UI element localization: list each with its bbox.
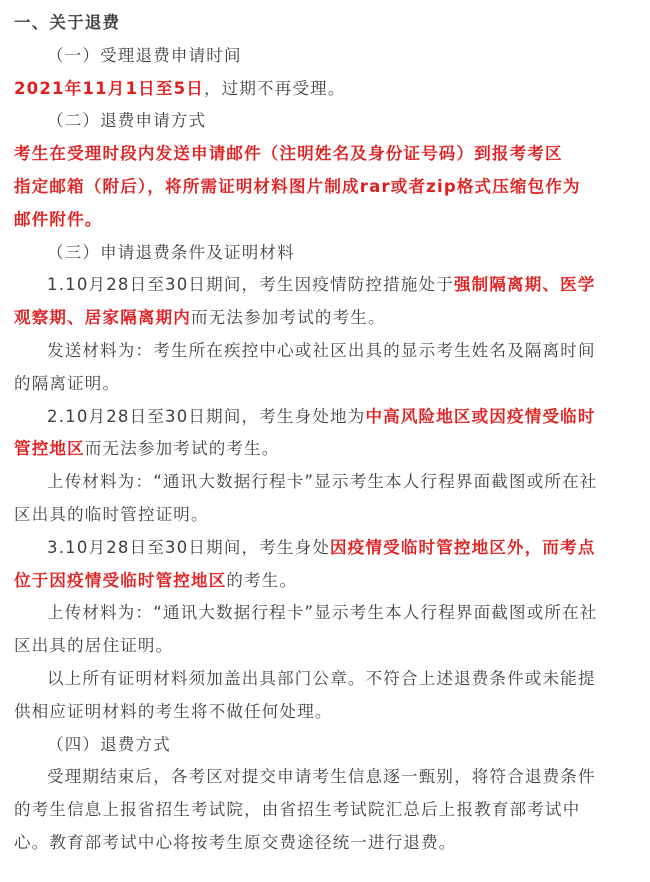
condition-3-text-cont: 的考生。 [226, 570, 298, 590]
condition-2-materials-line-1: 上传材料为：“通讯大数据行程卡”显示考生本人行程界面截图或所在社 [47, 472, 598, 492]
section-title: 一、关于退费 [14, 13, 121, 32]
method-line-3: 邮件附件。 [14, 209, 103, 229]
condition-3-highlight-cont: 位于因疫情受临时管控地区 [14, 570, 227, 590]
condition-2-highlight-cont: 管控地区 [14, 439, 85, 459]
method-line-1: 考生在受理时段内发送申请邮件（注明姓名及身份证号码）到报考考区 [14, 144, 563, 164]
condition-2-text-cont: 而无法参加考试的考生。 [84, 439, 280, 459]
condition-2-materials-line-2: 区出具的临时管控证明。 [14, 504, 209, 524]
condition-3-materials-line-2: 区出具的居住证明。 [14, 636, 174, 656]
condition-3-materials-line-1: 上传材料为：“通讯大数据行程卡”显示考生本人行程界面截图或所在社 [47, 603, 598, 623]
condition-1-materials-line-2: 的隔离证明。 [14, 373, 121, 393]
condition-3-text: 3.10月28日至30日期间，考生身处 [47, 537, 331, 557]
condition-2-line-2 [14, 433, 636, 466]
condition-2-line-1 [14, 401, 636, 434]
condition-1-text: 1.10月28日至30日期间，考生因疫情防控措施处于 [47, 275, 454, 295]
condition-1-highlight-cont: 观察期、居家隔离期内 [14, 308, 191, 328]
refund-date-rest: ，过期不再受理。 [203, 78, 346, 98]
refund-method-line-3: 心。教育部考试中心将按考生原交费途径统一进行退费。 [14, 832, 457, 852]
condition-1-line-1 [14, 269, 636, 302]
subsection-3-title: （三）申请退费条件及证明材料 [47, 242, 295, 262]
condition-1-text-cont: 而无法参加考试的考生。 [191, 308, 386, 328]
condition-3-line-2 [14, 565, 636, 598]
seal-note-line-2: 供相应证明材料的考生将不做任何处理。 [14, 701, 333, 721]
condition-2-text: 2.10月28日至30日期间，考生身处地为 [47, 406, 366, 426]
subsection-2-title: （二）退费申请方式 [47, 111, 207, 131]
refund-date-range: 2021年11月1日至5日 [14, 78, 204, 98]
seal-note-line-1: 以上所有证明材料须加盖出具部门公章。不符合上述退费条件或未能提 [47, 668, 596, 688]
condition-1-line-2 [14, 302, 636, 335]
refund-method-line-2: 的考生信息上报省招生考试院，由省招生考试院汇总后上报教育部考试中 [14, 800, 581, 820]
refund-method-line-1: 受理期结束后，各考区对提交申请考生信息逐一甄别，将符合退费条件 [47, 767, 596, 787]
subsection-1-title: （一）受理退费申请时间 [47, 45, 242, 65]
subsection-4-title: （四）退费方式 [47, 734, 171, 754]
condition-1-materials-line-1: 发送材料为：考生所在疾控中心或社区出具的显示考生姓名及隔离时间 [47, 340, 596, 360]
condition-1-highlight: 强制隔离期、医学 [453, 275, 596, 295]
condition-3-line-1 [14, 532, 636, 565]
condition-2-highlight: 中高风险地区或因疫情受临时 [365, 406, 596, 426]
refund-time-line [14, 73, 636, 106]
method-line-2: 指定邮箱（附后），将所需证明材料图片制成rar或者zip格式压缩包作为 [14, 176, 581, 196]
condition-3-highlight: 因疫情受临时管控地区外，而考点 [330, 537, 596, 557]
